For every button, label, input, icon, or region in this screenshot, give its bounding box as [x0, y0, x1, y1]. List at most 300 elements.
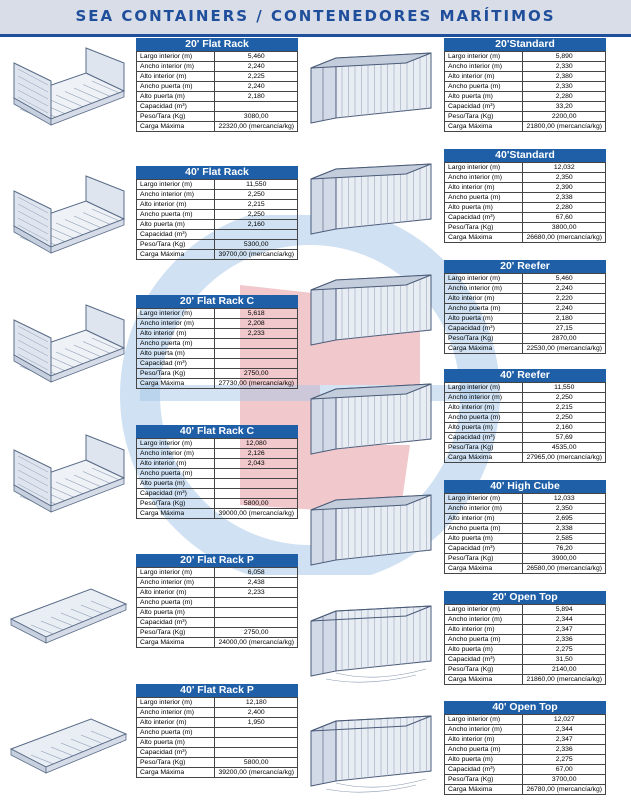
spec-label: Ancho interior (m) — [445, 504, 523, 514]
table-row — [445, 735, 606, 745]
spec-label: Largo interior (m) — [137, 309, 215, 319]
spec-value: 26780,00 (mercancía/kg) — [523, 785, 606, 795]
spec-value: 21800,00 (mercancía/kg) — [523, 122, 606, 132]
table-row — [445, 324, 606, 334]
spec-label: Capacidad (m³) — [445, 433, 523, 443]
spec-value — [215, 349, 298, 359]
spec-value: 12,033 — [523, 494, 606, 504]
table-row — [445, 625, 606, 635]
card-title: 40'Standard — [444, 149, 606, 162]
spec-label: Largo interior (m) — [137, 439, 215, 449]
spec-label: Peso/Tara (Kg) — [137, 758, 215, 768]
spec-value: 26580,00 (mercancía/kg) — [523, 564, 606, 574]
spec-card-40-flat-rack-p — [136, 684, 298, 778]
table-row — [137, 349, 298, 359]
spec-label: Ancho puerta (m) — [137, 82, 215, 92]
spec-card-20-flat-rack-c — [136, 295, 298, 389]
spec-value: 2,160 — [215, 220, 298, 230]
spec-label: Alto puerta (m) — [445, 92, 523, 102]
table-row — [137, 309, 298, 319]
spec-label: Capacidad (m³) — [137, 489, 215, 499]
spec-label: Ancho interior (m) — [445, 393, 523, 403]
card-title: 40' Reefer — [444, 369, 606, 382]
spec-value: 2,347 — [523, 625, 606, 635]
table-row — [137, 509, 298, 519]
spec-value: 2,208 — [215, 319, 298, 329]
spec-value — [215, 738, 298, 748]
spec-label: Ancho interior (m) — [445, 284, 523, 294]
spec-label: Ancho interior (m) — [137, 578, 215, 588]
spec-value: 2,250 — [215, 190, 298, 200]
spec-value: 2,390 — [523, 183, 606, 193]
spec-value: 39200,00 (mercancía/kg) — [215, 768, 298, 778]
spec-label: Carga Máxima — [445, 233, 523, 243]
table-row — [445, 645, 606, 655]
spec-label: Carga Máxima — [137, 122, 215, 132]
flat-rack-platform-illustration — [6, 689, 131, 794]
table-row — [445, 62, 606, 72]
spec-value: 2,275 — [523, 645, 606, 655]
flat-rack-illustration — [6, 300, 131, 405]
spec-label: Carga Máxima — [445, 785, 523, 795]
spec-label: Ancho interior (m) — [137, 190, 215, 200]
table-row — [445, 534, 606, 544]
spec-label: Capacidad (m³) — [137, 230, 215, 240]
table-row — [445, 403, 606, 413]
spec-value: 2,250 — [523, 413, 606, 423]
spec-table — [136, 308, 298, 389]
card-title: 20'Standard — [444, 38, 606, 51]
spec-value: 2,240 — [523, 304, 606, 314]
spec-value: 39700,00 (mercancía/kg) — [215, 250, 298, 260]
spec-label: Ancho puerta (m) — [137, 728, 215, 738]
table-row — [137, 210, 298, 220]
spec-value: 2,233 — [215, 329, 298, 339]
table-row — [445, 213, 606, 223]
spec-label: Capacidad (m³) — [445, 655, 523, 665]
spec-card-20-flat-rack — [136, 38, 298, 132]
spec-value: 2,380 — [523, 72, 606, 82]
spec-card-20-flat-rack-p — [136, 554, 298, 648]
spec-value — [215, 608, 298, 618]
spec-value: 26680,00 (mercancía/kg) — [523, 233, 606, 243]
spec-label: Largo interior (m) — [137, 52, 215, 62]
spec-value — [215, 102, 298, 112]
spec-label: Alto puerta (m) — [445, 534, 523, 544]
spec-value: 2,240 — [523, 284, 606, 294]
spec-label: Ancho puerta (m) — [137, 469, 215, 479]
table-row — [445, 383, 606, 393]
table-row — [137, 339, 298, 349]
spec-card-40-open-top — [444, 701, 606, 795]
spec-value — [215, 748, 298, 758]
spec-label: Ancho puerta (m) — [445, 193, 523, 203]
table-row — [445, 423, 606, 433]
table-row — [445, 524, 606, 534]
table-row — [445, 655, 606, 665]
spec-value: 11,550 — [215, 180, 298, 190]
table-row — [137, 180, 298, 190]
spec-value: 2,233 — [215, 588, 298, 598]
spec-label: Carga Máxima — [445, 122, 523, 132]
spec-value — [215, 489, 298, 499]
table-row — [445, 554, 606, 564]
spec-value: 27,15 — [523, 324, 606, 334]
table-row — [445, 102, 606, 112]
table-row — [445, 203, 606, 213]
table-row — [445, 274, 606, 284]
table-row — [445, 344, 606, 354]
table-row — [137, 698, 298, 708]
table-row — [137, 758, 298, 768]
spec-table — [444, 604, 606, 685]
table-row — [137, 102, 298, 112]
table-row — [445, 183, 606, 193]
spec-label: Carga Máxima — [137, 768, 215, 778]
spec-label: Alto interior (m) — [445, 625, 523, 635]
spec-value: 5,890 — [523, 52, 606, 62]
flat-rack-illustration — [6, 171, 131, 276]
flat-rack-platform-illustration — [6, 559, 131, 664]
spec-label: Capacidad (m³) — [137, 618, 215, 628]
spec-value: 2,250 — [523, 393, 606, 403]
table-row — [137, 638, 298, 648]
spec-label: Peso/Tara (Kg) — [137, 112, 215, 122]
spec-table — [136, 51, 298, 132]
spec-table — [444, 162, 606, 243]
spec-value: 2,240 — [215, 82, 298, 92]
spec-label: Alto interior (m) — [137, 200, 215, 210]
spec-label: Alto interior (m) — [445, 72, 523, 82]
table-row — [445, 52, 606, 62]
spec-label: Largo interior (m) — [137, 698, 215, 708]
spec-table — [444, 714, 606, 795]
spec-label: Largo interior (m) — [445, 163, 523, 173]
spec-value: 2870,00 — [523, 334, 606, 344]
card-title: 20' Reefer — [444, 260, 606, 273]
spec-label: Capacidad (m³) — [445, 213, 523, 223]
spec-label: Capacidad (m³) — [445, 765, 523, 775]
spec-label: Carga Máxima — [445, 344, 523, 354]
spec-value: 11,550 — [523, 383, 606, 393]
spec-value — [215, 598, 298, 608]
spec-table — [444, 493, 606, 574]
spec-value: 2,347 — [523, 735, 606, 745]
spec-label: Alto puerta (m) — [137, 738, 215, 748]
table-row — [445, 755, 606, 765]
spec-label: Largo interior (m) — [137, 568, 215, 578]
table-row — [137, 588, 298, 598]
spec-value: 2,215 — [215, 200, 298, 210]
table-row — [137, 598, 298, 608]
table-row — [137, 768, 298, 778]
spec-value — [215, 479, 298, 489]
table-row — [445, 294, 606, 304]
spec-label: Alto interior (m) — [445, 294, 523, 304]
open-top-container-illustration — [306, 711, 436, 796]
spec-label: Largo interior (m) — [445, 494, 523, 504]
spec-value: 12,032 — [523, 163, 606, 173]
spec-value: 3800,00 — [523, 223, 606, 233]
table-row — [137, 190, 298, 200]
spec-label: Ancho puerta (m) — [445, 524, 523, 534]
spec-label: Alto interior (m) — [445, 514, 523, 524]
table-row — [445, 92, 606, 102]
card-title: 40' High Cube — [444, 480, 606, 493]
spec-label: Alto puerta (m) — [445, 645, 523, 655]
spec-value: 33,20 — [523, 102, 606, 112]
spec-label: Ancho puerta (m) — [445, 82, 523, 92]
spec-value: 67,60 — [523, 213, 606, 223]
table-row — [137, 122, 298, 132]
spec-label: Carga Máxima — [445, 453, 523, 463]
spec-value: 57,69 — [523, 433, 606, 443]
spec-label: Ancho interior (m) — [445, 62, 523, 72]
spec-label: Carga Máxima — [445, 564, 523, 574]
spec-card-20-open-top — [444, 591, 606, 685]
spec-value: 2,330 — [523, 62, 606, 72]
table-row — [137, 608, 298, 618]
table-row — [137, 200, 298, 210]
table-row — [445, 223, 606, 233]
table-row — [445, 122, 606, 132]
spec-label: Capacidad (m³) — [137, 102, 215, 112]
spec-value: 5800,00 — [215, 758, 298, 768]
spec-value: 2,438 — [215, 578, 298, 588]
spec-table — [136, 567, 298, 648]
spec-value: 1,950 — [215, 718, 298, 728]
open-top-container-illustration — [306, 601, 436, 686]
spec-value: 27730,00 (mercancía/kg) — [215, 379, 298, 389]
spec-value — [215, 469, 298, 479]
card-title: 40' Open Top — [444, 701, 606, 714]
spec-label: Alto interior (m) — [137, 459, 215, 469]
table-row — [445, 745, 606, 755]
spec-label: Alto interior (m) — [445, 183, 523, 193]
spec-label: Alto interior (m) — [445, 735, 523, 745]
table-row — [445, 544, 606, 554]
table-row — [137, 359, 298, 369]
spec-label: Largo interior (m) — [445, 715, 523, 725]
spec-table — [444, 51, 606, 132]
spec-value — [215, 339, 298, 349]
table-row — [445, 193, 606, 203]
container-illustration — [306, 490, 436, 575]
table-row — [445, 564, 606, 574]
spec-value: 12,180 — [215, 698, 298, 708]
spec-value: 12,080 — [215, 439, 298, 449]
table-row — [137, 379, 298, 389]
spec-value: 67,00 — [523, 765, 606, 775]
table-row — [137, 439, 298, 449]
spec-label: Carga Máxima — [445, 675, 523, 685]
table-row — [445, 715, 606, 725]
table-row — [137, 748, 298, 758]
spec-label: Alto interior (m) — [137, 588, 215, 598]
spec-label: Carga Máxima — [137, 379, 215, 389]
spec-label: Alto interior (m) — [137, 718, 215, 728]
container-illustration — [306, 270, 436, 355]
table-row — [137, 628, 298, 638]
spec-label: Peso/Tara (Kg) — [445, 665, 523, 675]
card-title: 20' Flat Rack C — [136, 295, 298, 308]
spec-label: Ancho puerta (m) — [445, 635, 523, 645]
spec-label: Ancho interior (m) — [137, 319, 215, 329]
spec-label: Alto interior (m) — [137, 72, 215, 82]
card-title: 40' Flat Rack C — [136, 425, 298, 438]
table-row — [137, 489, 298, 499]
spec-label: Largo interior (m) — [445, 274, 523, 284]
table-row — [137, 250, 298, 260]
spec-value: 5,894 — [523, 605, 606, 615]
card-title: 20' Open Top — [444, 591, 606, 604]
spec-value: 2,336 — [523, 745, 606, 755]
spec-label: Alto puerta (m) — [137, 92, 215, 102]
table-row — [445, 504, 606, 514]
table-row — [137, 82, 298, 92]
table-row — [137, 449, 298, 459]
spec-value: 27965,00 (mercancía/kg) — [523, 453, 606, 463]
table-row — [137, 568, 298, 578]
spec-value — [215, 359, 298, 369]
spec-value: 2,344 — [523, 615, 606, 625]
table-row — [137, 479, 298, 489]
spec-label: Alto interior (m) — [137, 329, 215, 339]
spec-label: Carga Máxima — [137, 509, 215, 519]
table-row — [137, 718, 298, 728]
table-row — [445, 413, 606, 423]
table-row — [137, 369, 298, 379]
spec-value: 2200,00 — [523, 112, 606, 122]
spec-value: 2,180 — [523, 314, 606, 324]
table-row — [445, 785, 606, 795]
spec-label: Ancho interior (m) — [137, 708, 215, 718]
spec-value: 2,280 — [523, 203, 606, 213]
page-header — [0, 0, 631, 37]
table-row — [445, 82, 606, 92]
card-title: 20' Flat Rack — [136, 38, 298, 51]
table-row — [445, 635, 606, 645]
table-row — [137, 329, 298, 339]
spec-value: 2750,00 — [215, 628, 298, 638]
spec-label: Ancho puerta (m) — [445, 304, 523, 314]
spec-table — [136, 438, 298, 519]
spec-value: 5300,00 — [215, 240, 298, 250]
table-row — [445, 615, 606, 625]
spec-value: 76,20 — [523, 544, 606, 554]
spec-card-20-reefer — [444, 260, 606, 354]
table-row — [137, 578, 298, 588]
table-row — [137, 708, 298, 718]
table-row — [137, 92, 298, 102]
table-row — [137, 72, 298, 82]
spec-value: 6,058 — [215, 568, 298, 578]
flat-rack-illustration — [6, 430, 131, 535]
spec-label: Ancho interior (m) — [137, 62, 215, 72]
table-row — [137, 112, 298, 122]
spec-value: 2750,00 — [215, 369, 298, 379]
table-row — [445, 514, 606, 524]
table-row — [445, 675, 606, 685]
table-row — [137, 240, 298, 250]
spec-value: 24000,00 (mercancía/kg) — [215, 638, 298, 648]
card-title: 20' Flat Rack P — [136, 554, 298, 567]
spec-card-40-standard — [444, 149, 606, 243]
spec-label: Peso/Tara (Kg) — [137, 240, 215, 250]
container-illustration — [306, 48, 436, 133]
spec-value: 2,400 — [215, 708, 298, 718]
table-row — [137, 52, 298, 62]
spec-value: 21860,00 (mercancía/kg) — [523, 675, 606, 685]
table-row — [137, 62, 298, 72]
table-row — [137, 618, 298, 628]
spec-value: 2,344 — [523, 725, 606, 735]
spec-card-40-high-cube — [444, 480, 606, 574]
spec-value: 2,695 — [523, 514, 606, 524]
spec-label: Ancho puerta (m) — [137, 598, 215, 608]
spec-card-40-reefer — [444, 369, 606, 463]
spec-value: 22530,00 (mercancía/kg) — [523, 344, 606, 354]
spec-label: Capacidad (m³) — [445, 102, 523, 112]
spec-label: Carga Máxima — [137, 250, 215, 260]
table-row — [445, 494, 606, 504]
spec-label: Alto puerta (m) — [445, 314, 523, 324]
flat-rack-illustration — [6, 43, 131, 148]
table-row — [445, 443, 606, 453]
spec-table — [444, 382, 606, 463]
spec-label: Alto puerta (m) — [137, 608, 215, 618]
spec-label: Alto puerta (m) — [445, 755, 523, 765]
spec-value: 2,126 — [215, 449, 298, 459]
spec-value: 2,338 — [523, 524, 606, 534]
spec-card-40-flat-rack — [136, 166, 298, 260]
spec-label: Alto interior (m) — [445, 403, 523, 413]
spec-value: 5,460 — [215, 52, 298, 62]
spec-label: Peso/Tara (Kg) — [137, 628, 215, 638]
spec-label: Ancho puerta (m) — [137, 210, 215, 220]
table-row — [137, 230, 298, 240]
spec-table — [444, 273, 606, 354]
table-row — [445, 453, 606, 463]
spec-value: 2,336 — [523, 635, 606, 645]
spec-label: Peso/Tara (Kg) — [445, 443, 523, 453]
spec-value: 2,250 — [215, 210, 298, 220]
spec-label: Ancho puerta (m) — [445, 413, 523, 423]
table-row — [137, 220, 298, 230]
table-row — [445, 725, 606, 735]
spec-value: 2,220 — [523, 294, 606, 304]
spec-label: Largo interior (m) — [445, 383, 523, 393]
spec-value: 5,460 — [523, 274, 606, 284]
table-row — [445, 163, 606, 173]
spec-label: Ancho interior (m) — [445, 615, 523, 625]
spec-label: Alto puerta (m) — [445, 203, 523, 213]
table-row — [445, 775, 606, 785]
spec-value: 2,225 — [215, 72, 298, 82]
spec-label: Largo interior (m) — [137, 180, 215, 190]
spec-label: Carga Máxima — [137, 638, 215, 648]
spec-value: 5800,00 — [215, 499, 298, 509]
table-row — [445, 433, 606, 443]
spec-value: 39000,00 (mercancía/kg) — [215, 509, 298, 519]
spec-value: 2,160 — [523, 423, 606, 433]
table-row — [445, 665, 606, 675]
spec-label: Alto puerta (m) — [137, 349, 215, 359]
table-row — [445, 173, 606, 183]
table-row — [137, 728, 298, 738]
spec-label: Peso/Tara (Kg) — [445, 775, 523, 785]
spec-label: Alto puerta (m) — [137, 479, 215, 489]
